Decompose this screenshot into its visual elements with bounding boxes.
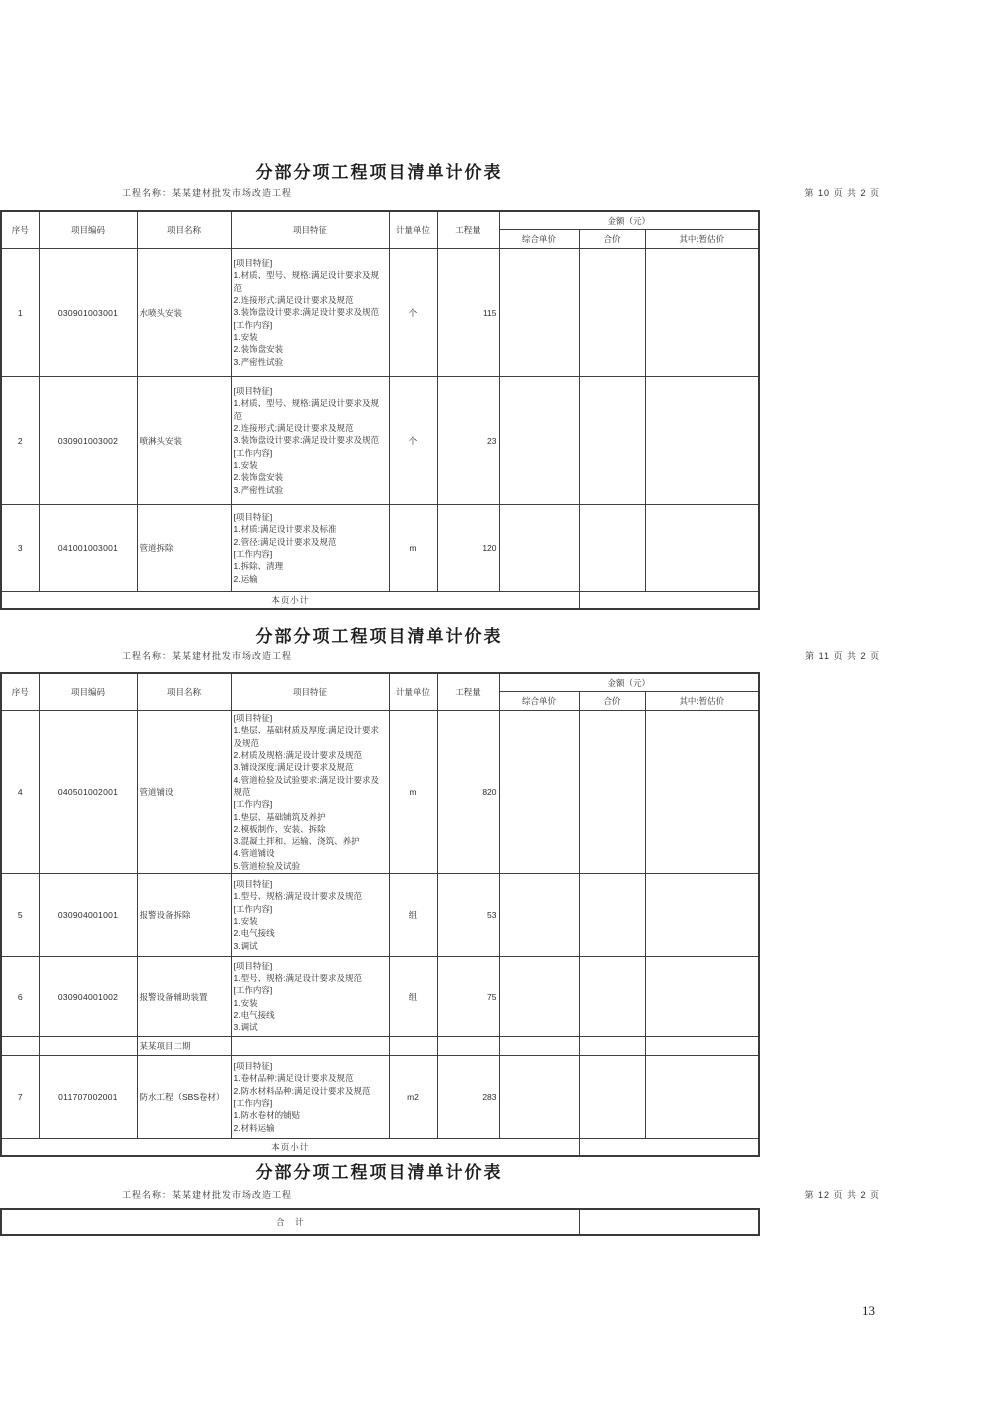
col-header-unit: 计量单位	[389, 211, 437, 249]
cell-features: [项目特征] 1.卷材品种:满足设计要求及规范 2.防水材料品种:满足设计要求及规范 [工作内容] 1.防水卷材的铺贴 2.材料运输	[231, 1056, 389, 1139]
cell-features	[231, 1037, 389, 1056]
cell-qty: 75	[437, 957, 499, 1037]
cell-features: [项目特征] 1.垫层、基础材质及厚度:满足设计要求及规范 2.材质及规格:满足设计要求及规范 3.铺设深度:满足设计要求及规范 4.管道检验及试验要求:满足设计要求及规范 [工作内容] 1.垫层、基础铺筑及养护 2.模板制作、安装、拆除 3.混凝土拌和、运输、浇筑、养护 4.管道铺设 5.管道检验及试验	[231, 711, 389, 874]
cell-provisional	[645, 505, 759, 592]
sheet2-title: 分部分项工程项目清单计价表	[255, 627, 503, 646]
table-row	[1, 1056, 759, 1139]
cell-total-price	[579, 377, 645, 505]
cell-total-price	[579, 249, 645, 377]
table-row	[1, 377, 759, 505]
cell-unit-price	[499, 505, 579, 592]
cell-qty: 23	[437, 377, 499, 505]
cell-code	[39, 1037, 137, 1056]
col-header-name: 项目名称	[137, 673, 231, 711]
sheet1-project-name: 工程名称：某某建材批发市场改造工程	[122, 188, 293, 198]
cell-qty: 53	[437, 874, 499, 957]
sheet2-meta	[122, 649, 880, 662]
cell-name: 喷淋头安装	[137, 377, 231, 505]
cell-total-price	[579, 1037, 645, 1056]
cell-no: 2	[1, 377, 39, 505]
col-header-provisional: 其中:暂估价	[645, 692, 759, 711]
cell-unit: 个	[389, 377, 437, 505]
cell-features: [项目特征] 1.材质、型号、规格:满足设计要求及规范 2.连接形式:满足设计要求及规范 3.装饰盘设计要求:满足设计要求及规范 [工作内容] 1.安装 2.装饰盘安装 3.严密性试验	[231, 377, 389, 505]
subtotal-row	[1, 592, 759, 610]
cell-no: 4	[1, 711, 39, 874]
cell-provisional	[645, 249, 759, 377]
cell-name: 水喷头安装	[137, 249, 231, 377]
table-row	[1, 874, 759, 957]
cell-unit: m2	[389, 1056, 437, 1139]
cell-unit: 组	[389, 874, 437, 957]
cell-features: [项目特征] 1.材质、型号、规格:满足设计要求及规范 2.连接形式:满足设计要求及规范 3.装饰盘设计要求:满足设计要求及规范 [工作内容] 1.安装 2.装饰盘安装 3.严密性试验	[231, 249, 389, 377]
cell-name: 报警设备拆除	[137, 874, 231, 957]
cell-total-price	[579, 711, 645, 874]
col-header-provisional: 其中:暂估价	[645, 230, 759, 249]
cell-code: 030904001001	[39, 874, 137, 957]
col-header-no: 序号	[1, 211, 39, 249]
cell-no: 6	[1, 957, 39, 1037]
sheet2-table	[0, 672, 760, 1157]
page-number: 13	[862, 1303, 875, 1318]
sheet2-project-name: 工程名称：某某建材批发市场改造工程	[122, 651, 293, 661]
cell-code: 041001003001	[39, 505, 137, 592]
grand-total-row	[1, 1209, 759, 1235]
sheet1-page-info: 第 10 页 共 2 页	[804, 188, 880, 198]
cell-unit-price	[499, 711, 579, 874]
table-header-row	[1, 673, 759, 692]
cell-no	[1, 1037, 39, 1056]
cell-features: [项目特征] 1.型号、规格:满足设计要求及规范 [工作内容] 1.安装 2.电气接线 3.调试	[231, 957, 389, 1037]
cell-qty: 820	[437, 711, 499, 874]
cell-name: 管道铺设	[137, 711, 231, 874]
cell-provisional	[645, 874, 759, 957]
col-header-unit-price: 综合单价	[499, 692, 579, 711]
cell-code: 040501002001	[39, 711, 137, 874]
cell-provisional	[645, 1056, 759, 1139]
cell-provisional	[645, 1037, 759, 1056]
table-row	[1, 957, 759, 1037]
sheet2-page-info: 第 11 页 共 2 页	[805, 651, 880, 661]
col-header-code: 项目编码	[39, 673, 137, 711]
cell-code: 030901003002	[39, 377, 137, 505]
col-header-total-price: 合价	[579, 230, 645, 249]
cell-qty	[437, 1037, 499, 1056]
cell-unit: m	[389, 505, 437, 592]
col-header-unit-price: 综合单价	[499, 230, 579, 249]
sheet3-title: 分部分项工程项目清单计价表	[255, 1163, 503, 1182]
cell-qty: 283	[437, 1056, 499, 1139]
sheet1-table	[0, 210, 760, 610]
cell-unit-price	[499, 1037, 579, 1056]
sheet3-table	[0, 1208, 760, 1236]
cell-no: 7	[1, 1056, 39, 1139]
cell-provisional	[645, 377, 759, 505]
table-header-row	[1, 211, 759, 230]
sheet1-title: 分部分项工程项目清单计价表	[255, 163, 503, 182]
table-row	[1, 249, 759, 377]
col-header-qty: 工程量	[437, 211, 499, 249]
col-header-unit: 计量单位	[389, 673, 437, 711]
cell-provisional	[645, 711, 759, 874]
table-row	[1, 711, 759, 874]
cell-unit-price	[499, 377, 579, 505]
col-header-name: 项目名称	[137, 211, 231, 249]
cell-unit-price	[499, 1056, 579, 1139]
sheet3-page-info: 第 12 页 共 2 页	[804, 1190, 880, 1200]
col-header-amount-group: 金额（元）	[499, 211, 759, 230]
subtotal-value	[579, 1139, 759, 1157]
sheet3-meta	[122, 1188, 880, 1201]
cell-total-price	[579, 957, 645, 1037]
cell-name: 防水工程（SBS卷材）	[137, 1056, 231, 1139]
cell-unit: 个	[389, 249, 437, 377]
cell-unit-price	[499, 874, 579, 957]
cell-code: 030901003001	[39, 249, 137, 377]
subtotal-row	[1, 1139, 759, 1157]
cell-provisional	[645, 957, 759, 1037]
cell-qty: 115	[437, 249, 499, 377]
cell-code: 011707002001	[39, 1056, 137, 1139]
section-label: 某某项目二期	[137, 1037, 231, 1056]
cell-features: [项目特征] 1.材质:满足设计要求及标准 2.管径:满足设计要求及规范 [工作内容] 1.拆除、清理 2.运输	[231, 505, 389, 592]
cell-unit-price	[499, 957, 579, 1037]
cell-total-price	[579, 874, 645, 957]
col-header-code: 项目编码	[39, 211, 137, 249]
sheet1-meta	[122, 186, 880, 199]
cell-unit: 组	[389, 957, 437, 1037]
cell-name: 管道拆除	[137, 505, 231, 592]
cell-features: [项目特征] 1.型号、规格:满足设计要求及规范 [工作内容] 1.安装 2.电气接线 3.调试	[231, 874, 389, 957]
cell-no: 1	[1, 249, 39, 377]
col-header-total-price: 合价	[579, 692, 645, 711]
section-row	[1, 1037, 759, 1056]
subtotal-label: 本页小计	[1, 1139, 579, 1157]
cell-no: 3	[1, 505, 39, 592]
sheet3-project-name: 工程名称：某某建材批发市场改造工程	[122, 1190, 293, 1200]
cell-unit	[389, 1037, 437, 1056]
grand-total-label: 合 计	[1, 1209, 579, 1235]
subtotal-value	[579, 592, 759, 610]
cell-name: 报警设备辅助装置	[137, 957, 231, 1037]
grand-total-value	[579, 1209, 759, 1235]
cell-unit-price	[499, 249, 579, 377]
subtotal-label: 本页小计	[1, 592, 579, 610]
col-header-no: 序号	[1, 673, 39, 711]
col-header-amount-group: 金额（元）	[499, 673, 759, 692]
col-header-qty: 工程量	[437, 673, 499, 711]
col-header-features: 项目特征	[231, 673, 389, 711]
col-header-features: 项目特征	[231, 211, 389, 249]
cell-no: 5	[1, 874, 39, 957]
cell-code: 030904001002	[39, 957, 137, 1037]
cell-unit: m	[389, 711, 437, 874]
cell-qty: 120	[437, 505, 499, 592]
cell-total-price	[579, 1056, 645, 1139]
cell-total-price	[579, 505, 645, 592]
table-row	[1, 505, 759, 592]
